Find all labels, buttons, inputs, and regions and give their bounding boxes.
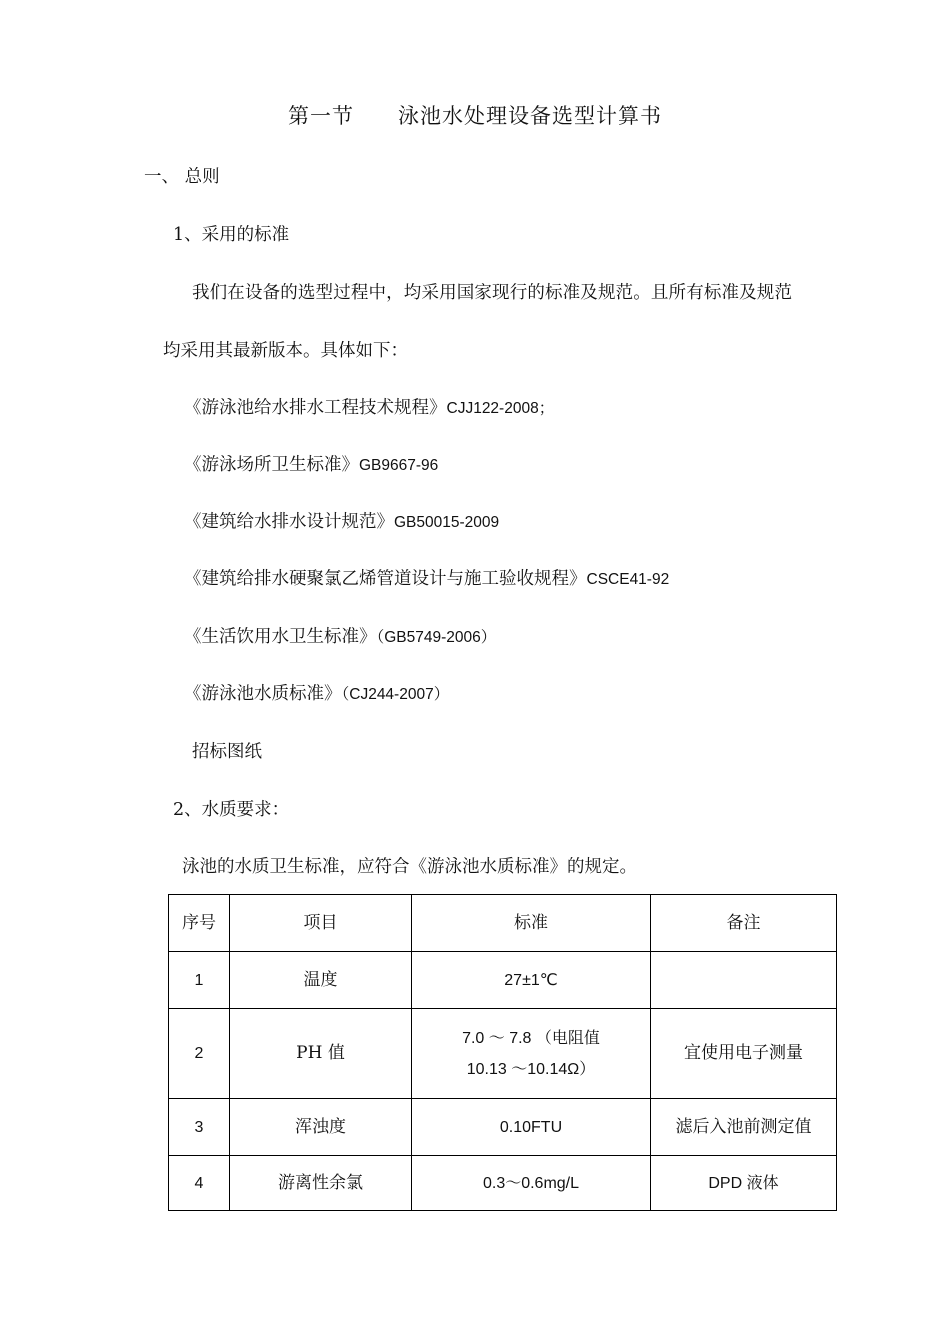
header-cell: 项目	[230, 895, 412, 952]
cell-standard: 0.10FTU	[412, 1099, 651, 1156]
page-title	[0, 100, 950, 130]
cell-note: 宜使用电子测量	[651, 1009, 837, 1099]
table-row	[169, 952, 837, 1009]
subheading-standards: 1、采用的标准	[173, 225, 290, 245]
header-cell: 序号	[169, 895, 230, 952]
standard-name: 《建筑给排水硬聚氯乙烯管道设计与施工验收规程》	[184, 569, 587, 589]
standard-code: （GB5749-2006）	[376, 629, 497, 646]
table-row	[169, 1009, 837, 1099]
standard-item	[192, 738, 262, 763]
standard-code: GB50015-2009	[394, 514, 500, 531]
section-title: 泳池水处理设备选型计算书	[398, 104, 662, 128]
cell-standard: 7.0 ～ 7.8 （电阻值 10.13 ～10.14Ω）	[412, 1009, 651, 1099]
standard-code: （CJ244-2007）	[341, 686, 450, 703]
heading-general: 一、 总则	[144, 167, 220, 187]
cell-no: 3	[169, 1099, 230, 1156]
cell-standard: 27±1℃	[412, 952, 651, 1009]
standard-code: GB9667-96	[359, 457, 439, 474]
table-row	[169, 1156, 837, 1211]
section-number: 第一节	[288, 104, 354, 128]
standard-code: CJJ122-2008；	[446, 400, 555, 417]
subheading-water-quality: 2、水质要求：	[173, 800, 290, 820]
cell-no: 2	[169, 1009, 230, 1099]
table-row	[169, 1099, 837, 1156]
standard-name: 《游泳池水质标准》	[184, 684, 342, 704]
cell-item: 游离性余氯	[230, 1156, 412, 1211]
intro-line-2: 均采用其最新版本。具体如下：	[163, 341, 408, 361]
cell-standard: 0.3～0.6mg/L	[412, 1156, 651, 1211]
cell-item: 浑浊度	[230, 1099, 412, 1156]
water-quality-note: 泳池的水质卫生标准，应符合《游泳池水质标准》的规定。	[182, 857, 637, 877]
intro-line-1: 我们在设备的选型过程中，均采用国家现行的标准及规范。且所有标准及规范	[192, 283, 793, 303]
header-cell: 标准	[412, 895, 651, 952]
standard-name: 《生活饮用水卫生标准》	[184, 627, 377, 647]
water-quality-table	[168, 894, 837, 1211]
standard-name: 《建筑给水排水设计规范》	[184, 512, 394, 532]
cell-note: DPD 液体	[651, 1156, 837, 1211]
cell-item: 温度	[230, 952, 412, 1009]
table-header-row	[169, 895, 837, 952]
cell-item: PH 值	[230, 1009, 412, 1099]
cell-note: 滤后入池前测定值	[651, 1099, 837, 1156]
standard-item	[184, 451, 438, 476]
cell-no: 1	[169, 952, 230, 1009]
standard-name: 《游泳场所卫生标准》	[184, 455, 359, 475]
header-cell: 备注	[651, 895, 837, 952]
standard-code: CSCE41-92	[586, 571, 670, 588]
standard-item	[184, 623, 496, 648]
standard-item	[184, 565, 669, 590]
standard-name: 招标图纸	[192, 742, 262, 762]
standard-item	[184, 394, 554, 419]
standard-item	[184, 680, 449, 705]
standard-name: 《游泳池给水排水工程技术规程》	[184, 398, 447, 418]
cell-no: 4	[169, 1156, 230, 1211]
cell-note	[651, 952, 837, 1009]
standard-item	[184, 508, 499, 533]
